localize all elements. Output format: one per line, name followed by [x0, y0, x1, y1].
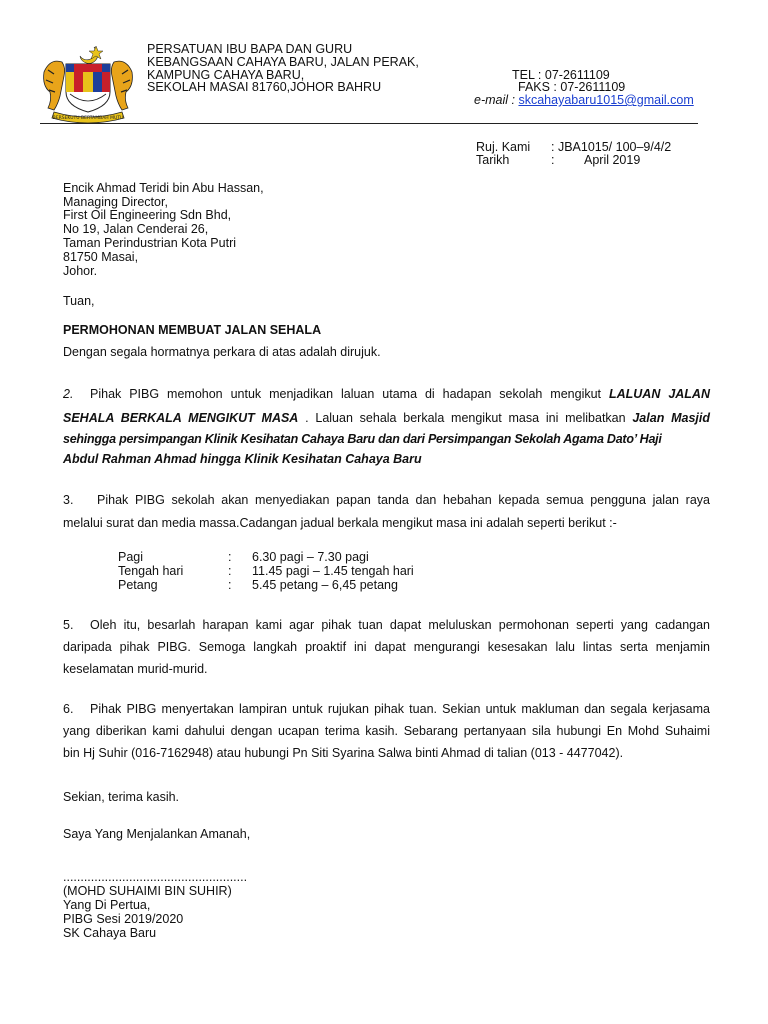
- recipient-line: Taman Perindustrian Kota Putri: [63, 236, 237, 250]
- tarikh-colon: :: [551, 153, 555, 167]
- para-line: yang diberikan kami dahului dengan ucapan terima kasih. Sebarang pertanyaan sila hubungi En Mohd Suhaimi: [63, 724, 710, 738]
- tarikh-value: April 2019: [584, 153, 641, 167]
- schedule-colon: :: [228, 550, 232, 564]
- schedule-time: 6.30 pagi – 7.30 pagi: [252, 550, 369, 564]
- recipient-line: 81750 Masai,: [63, 250, 139, 264]
- schedule-colon: :: [228, 564, 232, 578]
- para-emphasis: sehingga persimpangan Klinik Kesihatan Cahaya Baru dan dari Persimpangan Sekolah Agama Dato’ Haji: [63, 432, 662, 446]
- para-number: 3.: [63, 493, 74, 507]
- email-label: e-mail :: [474, 93, 515, 107]
- recipient-line: Johor.: [63, 264, 98, 278]
- coat-of-arms-logo: [40, 42, 136, 124]
- para-line: bin Hj Suhir (016-7162948) atau hubungi Pn Siti Syarina Salwa binti Ahmad di talian (013 - 4477042).: [63, 746, 624, 760]
- intro-text: Dengan segala hormatnya perkara di atas adalah dirujuk.: [63, 345, 381, 359]
- para-emphasis: Abdul Rahman Ahmad hingga Klinik Kesihatan Cahaya Baru: [63, 452, 422, 466]
- para-text: . Laluan sehala berkala mengikut masa ini melibatkan: [305, 411, 626, 425]
- para-number: 5.: [63, 618, 74, 632]
- recipient-line: Encik Ahmad Teridi bin Abu Hassan,: [63, 181, 264, 195]
- org-line: SEKOLAH MASAI 81760,JOHOR BAHRU: [147, 80, 382, 94]
- para-emphasis: LALUAN JALAN: [608, 387, 710, 401]
- recipient-line: First Oil Engineering Sdn Bhd,: [63, 208, 232, 222]
- ruj-label: Ruj. Kami: [476, 140, 531, 154]
- para-line: daripada pihak PIBG. Semoga langkah proaktif ini dapat mengurangi kesesakan lalu lintas serta menjamin: [63, 640, 710, 654]
- para-line: melalui surat dan media massa.Cadangan jadual berkala mengikut masa ini adalah seperti berikut :-: [63, 516, 617, 530]
- email-link[interactable]: skcahayabaru1015@gmail.com: [518, 93, 694, 107]
- closing-text: Sekian, terima kasih.: [63, 790, 180, 804]
- para-line: [63, 411, 710, 425]
- org-line: PERSATUAN IBU BAPA DAN GURU: [147, 42, 353, 56]
- para-number: 2.: [63, 387, 74, 401]
- tel-text: TEL : 07-2611109: [512, 68, 610, 82]
- para-line: Pihak PIBG menyertakan lampiran untuk rujukan pihak tuan. Sekian untuk makluman dan segala kerjasama: [90, 702, 710, 716]
- ruj-value: : JBA1015/ 100–9/4/2: [551, 140, 672, 154]
- para-line: Pihak PIBG sekolah akan menyediakan papan tanda dan hebahan kepada semua pengguna jalan raya: [97, 493, 710, 507]
- signature-line: .....................................................: [63, 870, 248, 884]
- signatory-session: PIBG Sesi 2019/2020: [63, 912, 184, 926]
- para-line: keselamatan murid-murid.: [63, 662, 208, 676]
- recipient-line: No 19, Jalan Cenderai 26,: [63, 222, 209, 236]
- schedule-colon: :: [228, 578, 232, 592]
- svg-text:BERSEKUTU BERTAMBAH MUTU: BERSEKUTU BERTAMBAH MUTU: [52, 116, 124, 121]
- org-line: KAMPUNG CAHAYA BARU,: [147, 68, 305, 82]
- schedule-time: 5.45 petang – 6,45 petang: [252, 578, 398, 592]
- schedule-time: 11.45 pagi – 1.45 tengah hari: [252, 564, 414, 578]
- schedule-label: Pagi: [118, 550, 144, 564]
- subject-heading: PERMOHONAN MEMBUAT JALAN SEHALA: [63, 323, 322, 337]
- header-divider: [40, 123, 698, 124]
- para-line: Oleh itu, besarlah harapan kami agar pihak tuan dapat meluluskan permohonan seperti yang cadangan: [90, 618, 710, 632]
- faks-text: FAKS : 07-2611109: [518, 80, 626, 94]
- schedule-label: Petang: [118, 578, 158, 592]
- signatory-school: SK Cahaya Baru: [63, 926, 157, 940]
- para-emphasis: Jalan Masjid: [632, 411, 710, 425]
- signatory-name: (MOHD SUHAIMI BIN SUHIR): [63, 884, 232, 898]
- tarikh-label: Tarikh: [476, 153, 510, 167]
- email-row: [474, 93, 694, 107]
- para-emphasis: SEHALA BERKALA MENGIKUT MASA: [63, 411, 299, 425]
- amanah-text: Saya Yang Menjalankan Amanah,: [63, 827, 251, 841]
- para-number: 6.: [63, 702, 74, 716]
- recipient-line: Managing Director,: [63, 195, 168, 209]
- schedule-label: Tengah hari: [118, 564, 184, 578]
- org-line: KEBANGSAAN CAHAYA BARU, JALAN PERAK,: [147, 55, 419, 69]
- para-line: [90, 387, 710, 401]
- salutation: Tuan,: [63, 294, 95, 308]
- signatory-title: Yang Di Pertua,: [63, 898, 151, 912]
- para-text: Pihak PIBG memohon untuk menjadikan laluan utama di hadapan sekolah mengikut: [90, 387, 602, 401]
